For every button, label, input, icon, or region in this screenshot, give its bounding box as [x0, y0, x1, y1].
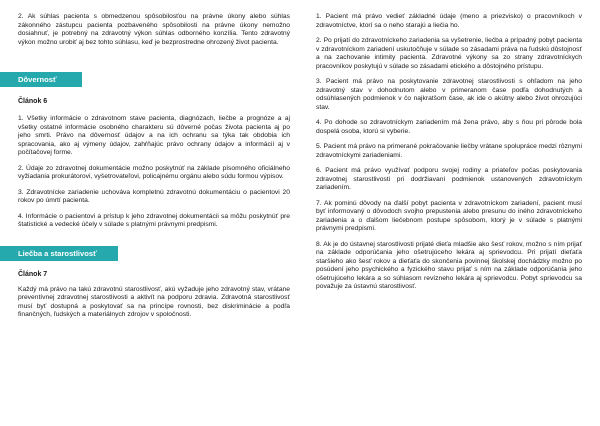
right-paragraph-5: 5. Pacient má právo na primerané pokračovanie liečby vrátane spolupráce medzi rôznymi zdravotníckymi zariadeniami.: [316, 143, 582, 159]
right-paragraph-3: 3. Pacient má právo na poskytovanie zdravotnej starostlivosti s ohľadom na jeho zdravotný stav v dohodnutom alebo v primeranom čase podľa dohodnutých a odsúhlasených podmienok v čo najkratšom čase, ak ide o akútny alebo život ohrozujúci stav.: [316, 78, 582, 111]
section-heading-treatment-care: Liečba a starostlivosť: [0, 246, 118, 261]
right-paragraph-6: 6. Pacient má právo využívať podporu svojej rodiny a priateľov počas poskytovania zdravotnej starostlivosti pri dodržiavaní podmienok ustanovených zdravotníckym zariadením.: [316, 167, 582, 191]
article-7-paragraph: Každý má právo na takú zdravotnú starostlivosť, akú vyžaduje jeho zdravotný stav, vrátane preventívnej zdravotnej starostlivosti a aktivít na podporu zdravia. Zdravotná starostlivosť musí byť dostupná a poskytovať sa na princípe rovnosti, bez diskriminácie a podľa finančných, ľudských a materiálnych zdrojov v spoločnosti.: [18, 285, 290, 318]
article-6-heading: Článok 6: [18, 98, 48, 105]
right-column: [316, 13, 582, 292]
article-6-paragraph-3: 3. Zdravotnícke zariadenie uchováva kompletnú zdravotnú dokumentáciu o pacientovi 20 rokov po úmrtí pacienta.: [18, 188, 290, 204]
paragraph-consent-council: 2. Ak súhlas pacienta s obmedzenou spôsobilosťou na právne úkony alebo súhlas zákonného zástupcu pacienta pozbaveného spôsobilosti na právne úkony nemožno dosiahnuť, je potrebný na zdravotný výkon súhlas odborného konzília. Tento zdravotný výkon možno urobiť aj bez tohto súhlasu, keď je bezprostredne ohrozený život pacienta.: [18, 13, 290, 46]
article-6-paragraph-4: 4. Informácie o pacientovi a prístup k jeho zdravotnej dokumentácii sa môžu poskytnúť pre štatistické a vedecké účely v súlade s platnými právnymi predpismi.: [18, 212, 290, 228]
section-heading-confidentiality: Dôvernosť: [0, 72, 82, 87]
article-6-paragraph-2: 2. Údaje zo zdravotnej dokumentácie možno poskytnúť na základe písomného oficiálneho vyžiadania prokurátorovi, vyšetrovateľovi, policajnému orgánu alebo súdu formou výpisov.: [18, 164, 290, 180]
right-paragraph-4: 4. Po dohode so zdravotníckym zariadením má žena právo, aby s ňou pri pôrode bola dospelá osoba, ktorú si vyberie.: [316, 119, 582, 135]
article-7-heading: Článok 7: [18, 270, 48, 278]
right-paragraph-2: 2. Po prijatí do zdravotníckeho zariadenia sa vyšetrenie, liečba a prípadný pobyt pacienta v zdravotníckom zariadení uskutočňuje v súlade so zásadami práva na ľudskú dôstojnosť a na zachovanie intimity pacienta. Zdravotné výkony sa zo strany zdravotníckych pracovníkov poskytujú v súlade so zásadami etického a dôstojného prístupu.: [316, 37, 582, 70]
right-paragraph-8: 8. Ak je do ústavnej starostlivosti prijaté dieťa mladšie ako šesť rokov, možno s ním prijať na základe odporúčania jeho ošetrujúceho lekára aj sprievodcu. Pri prijatí dieťaťa staršieho ako šesť rokov a dieťaťa do skončenia povinnej školskej dochádzky možno po posúdení jeho psychického a fyzického stavu prijať s ním na základe odporúčania jeho ošetrujúceho lekára a so súhlasom revízneho lekára aj sprievodcu. Pobyt sprievodcu sa považuje za ústavnú starostlivosť.: [316, 240, 582, 290]
article-6-paragraph-1: 1. Všetky informácie o zdravotnom stave pacienta, diagnózach, liečbe a prognóze a aj všetky ostatné informácie osobného charakteru sú dôverné počas života pacienta aj po jeho smrti. Právo na dôvernosť údajov a na ich ochranu sa týka tak obdobia ich spracovania, ako aj výmeny údajov, zahŕňajúc právo ochrany údajov a informácií aj v počítačovej forme.: [18, 115, 290, 156]
right-paragraph-7: 7. Ak pominú dôvody na ďalší pobyt pacienta v zdravotníckom zariadení, pacient musí byť informovaný o dôvodoch svojho prepustenia alebo presunu do iného zdravotníckeho zariadenia a o ďalšom liečebnom postupe spôsobom, ktorý je v súlade s platnými právnymi predpismi.: [316, 199, 582, 232]
left-column: [18, 13, 290, 320]
right-paragraph-1: 1. Pacient má právo vedieť základné údaje (meno a priezvisko) o pracovníkoch v zdravotníctve, ktorí sa o neho starajú a liečia ho.: [316, 13, 582, 29]
